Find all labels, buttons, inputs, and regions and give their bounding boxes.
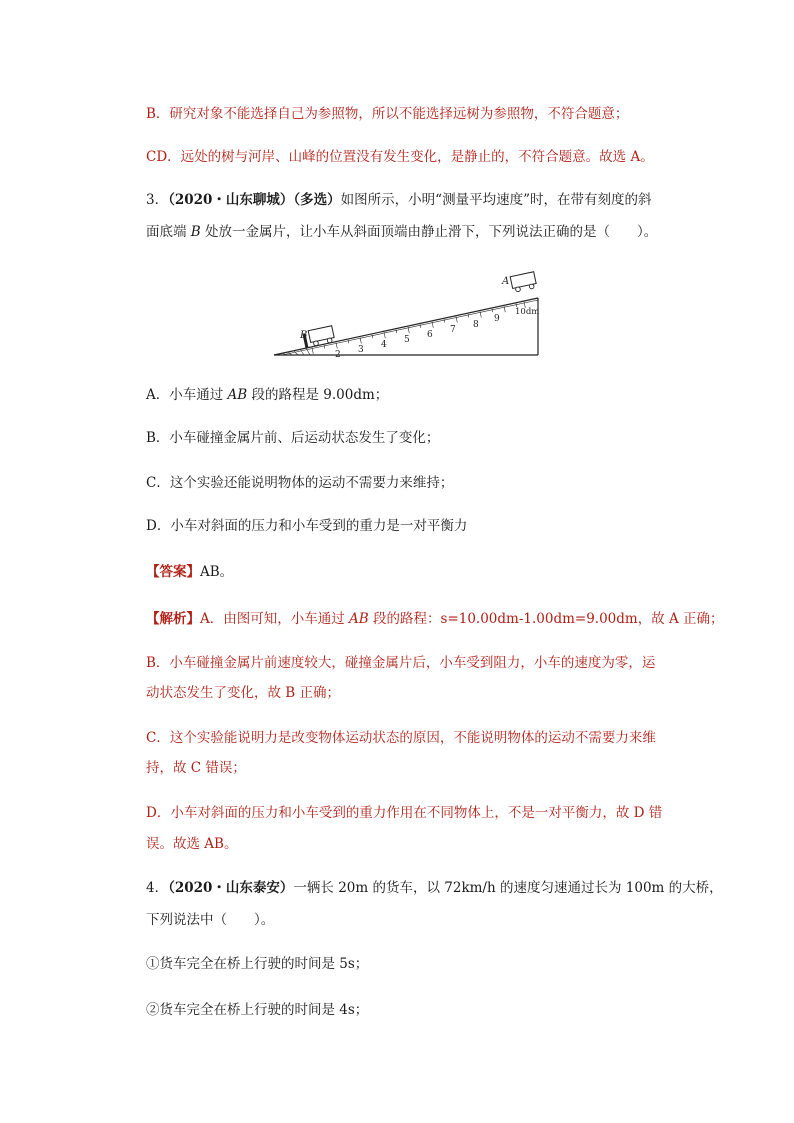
question-4-number: 4． — [146, 880, 169, 896]
cart-at-a — [510, 272, 537, 293]
cart-a-wheel-front — [529, 284, 534, 289]
analysis-a-post: 段的路程：s=10.00dm-1.00dm=9.00dm，故 A 正确； — [368, 611, 724, 627]
analysis-b-previous: B．研究对象不能选择自己为参照物，所以不能选择远树为参照物，不符合题意； — [146, 106, 629, 122]
question-3-stem-var-b: B — [190, 224, 201, 240]
ruler-tick-labels — [335, 307, 539, 360]
option-c: C．这个实验还能说明物体的运动不需要力来维持； — [146, 475, 454, 491]
tick-label-9: 9 — [494, 314, 500, 324]
question-3-source: （2020・山东聊城）（多选） — [168, 192, 341, 208]
question-3-stem-text: 如图所示，小明“测量平均速度”时，在带有刻度的斜 — [340, 192, 652, 208]
analysis-c-line-2: 持，故 C 错误； — [146, 760, 246, 776]
incline-slope — [274, 298, 538, 355]
analysis-d-line-2: 误。故选 AB。 — [146, 836, 238, 852]
analysis-tag: 【解析】 — [146, 611, 200, 627]
analysis-b-line-2: 动状态发生了变化，故 B 正确； — [146, 685, 341, 701]
tick-label-6: 6 — [427, 330, 433, 340]
option-a-var: AB — [227, 387, 248, 403]
answer-tag: 【答案】 — [146, 564, 200, 580]
point-label-a: A — [502, 276, 510, 287]
question-4-stem-line-1 — [146, 878, 723, 898]
cart-b-wheel-rear — [313, 341, 318, 346]
question-4-item-2: ②货车完全在桥上行驶的时间是 4s； — [146, 1002, 369, 1018]
analysis-c-line-1: C．这个实验能说明力是改变物体运动状态的原因，不能说明物体的运动不需要力来维 — [146, 730, 656, 746]
option-d: D．小车对斜面的压力和小车受到的重力是一对平衡力 — [146, 518, 468, 534]
incline-diagram — [272, 268, 544, 360]
question-3-number: 3． — [146, 192, 169, 208]
option-a — [146, 385, 388, 405]
tick-label-7: 7 — [450, 325, 456, 335]
point-label-b: B — [300, 330, 308, 341]
question-3-stem-line-1 — [146, 190, 651, 210]
cart-b-wheel-front — [327, 338, 332, 343]
question-4-item-1: ①货车完全在桥上行驶的时间是 5s； — [146, 956, 369, 972]
analysis-a-pre: A．由图可知，小车通过 — [200, 611, 350, 627]
tick-label-5: 5 — [404, 335, 410, 345]
cart-at-b — [308, 326, 335, 347]
tick-label-3: 3 — [358, 345, 364, 355]
question-4-stem-line-2: 下列说法中（ ）。 — [146, 912, 275, 928]
analysis-a — [146, 609, 724, 629]
option-b: B．小车碰撞金属片前、后运动状态发生了变化； — [146, 430, 440, 446]
tick-label-4: 4 — [381, 340, 387, 350]
question-3-stem-post: 处放一金属片，让小车从斜面顶端由静止滑下，下列说法正确的是（ ）。 — [200, 224, 658, 240]
analysis-cd-previous: CD．远处的树与河岸、山峰的位置没有发生变化，是静止的，不符合题意。故选 A。 — [146, 149, 654, 165]
answer-value: AB。 — [200, 564, 234, 580]
question-3-stem-line-2 — [146, 222, 657, 242]
option-a-pre: A．小车通过 — [146, 387, 228, 403]
question-4-stem-text: 一辆长 20m 的货车，以 72km/h 的速度匀速通过长为 100m 的大桥， — [293, 880, 723, 896]
option-a-post: 段的路程是 9.00dm； — [247, 387, 389, 403]
tick-label-2: 2 — [335, 350, 341, 360]
analysis-a-var: AB — [349, 611, 369, 627]
ruler-edge — [282, 300, 538, 355]
tick-label-10dm: 10dm — [515, 307, 540, 317]
question-3-stem-pre: 面底端 — [146, 224, 191, 240]
cart-a-wheel-rear — [515, 287, 520, 292]
question-4-source: （2020・山东泰安） — [168, 880, 294, 896]
incline-figure — [272, 268, 544, 360]
tick-label-8: 8 — [473, 320, 479, 330]
analysis-d-line-1: D．小车对斜面的压力和小车受到的重力作用在不同物体上，不是一对平衡力，故 D 错 — [146, 805, 663, 821]
analysis-b-line-1: B．小车碰撞金属片前速度较大，碰撞金属片后，小车受到阻力，小车的速度为零，运 — [146, 655, 656, 671]
answer-line — [146, 562, 233, 582]
